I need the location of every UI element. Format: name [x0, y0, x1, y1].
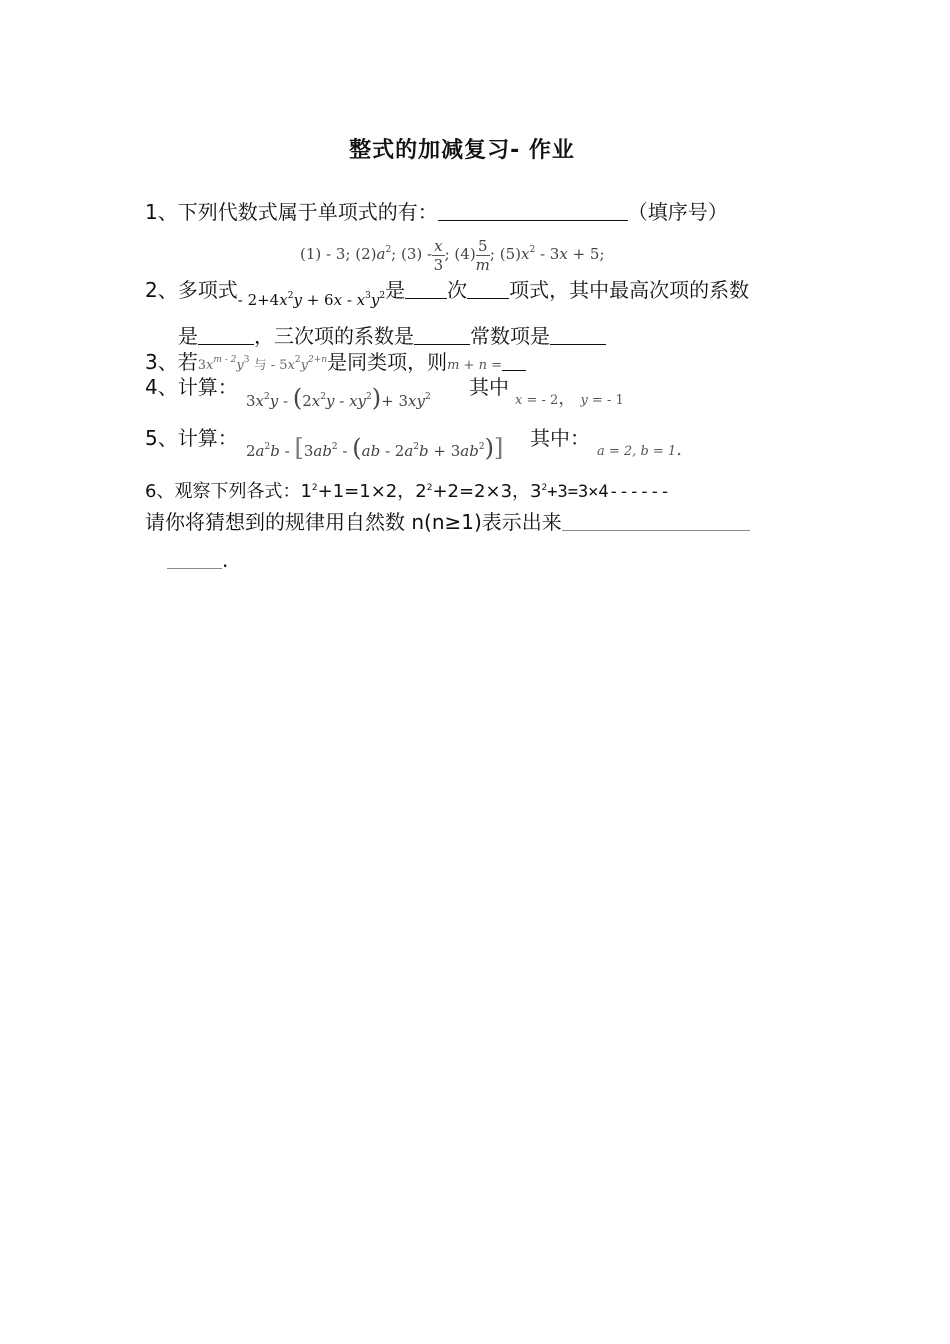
sum-expression: m + n =	[447, 358, 502, 373]
option-3: (3) - $\frac{x}{3}$ ;	[401, 236, 450, 274]
rule-blank[interactable]	[562, 510, 750, 531]
answer-blank[interactable]	[438, 200, 628, 221]
question-4: 4、计算：	[145, 375, 238, 399]
question-5: 5、计算：	[145, 426, 238, 450]
polynomial: - 2+4x2y + 6x - x3y2	[237, 291, 386, 309]
question-5-condition: a = 2, b = 1.	[597, 439, 682, 460]
question-5-expression: $2a^2b - [3ab^2 - (ab - 2a^2b + 3ab^2)]$	[246, 434, 504, 462]
question-1-text: 1、下列代数式属于单项式的有：	[145, 200, 438, 224]
option-5: $(5)x^2 - 3x + 5$;	[499, 245, 605, 263]
constant-blank[interactable]	[550, 324, 606, 345]
cubic-coefficient-blank[interactable]	[414, 324, 470, 345]
terms-blank[interactable]	[467, 278, 509, 299]
question-6-line2: 请你将猜想到的规律用自然数 n(n≥1)表示出来	[145, 510, 750, 534]
question-2-prefix: 2、多项式	[145, 278, 238, 302]
option-4: (4) $\frac{5}{m}$ ;	[454, 236, 495, 274]
page-title: 整式的加减复习- 作业	[349, 138, 575, 163]
question-4-expression: $3x^2y - (2x^2y - xy^2)+ 3xy^2$	[246, 384, 431, 412]
degree-blank[interactable]	[405, 278, 447, 299]
question-2: 2、多项式$_{- 2+4x^2y + 6x - x^3y^2}$是 次 项式，其中最高次项的系数	[145, 278, 750, 309]
rule-blank-continued[interactable]	[167, 548, 222, 569]
question-3: 3、若$3x^{m - 2}y^3$ 与 - $5x^2y^{2+n}$是同类项，则m + n =	[145, 348, 526, 378]
question-1	[145, 200, 728, 224]
question-2-line2: 是 ，三次项的系数是 常数项是	[178, 324, 606, 348]
question-5-where: 其中：	[530, 426, 590, 450]
question-1-suffix: （填序号）	[627, 200, 728, 224]
question-4-where: 其中	[469, 375, 509, 399]
coefficient-blank[interactable]	[198, 324, 254, 345]
question-6-line3: .	[167, 548, 228, 572]
question-6: 6、观察下列各式：$1^2+1=1\times 2$，$2^2+2=2\times 3$，$3^2+3=3\times 4------$	[145, 481, 671, 502]
option-1: (1) - 3;	[300, 245, 351, 263]
question-4-condition: x = - 2， y = - 1	[515, 388, 624, 409]
option-2: $(2)a^2$;	[355, 245, 397, 263]
question-1-options	[300, 228, 605, 272]
like-terms-expression: $3x^{m - 2}y^3$ 与 - $5x^2y^{2+n}$	[197, 355, 328, 373]
sum-blank[interactable]	[502, 350, 526, 371]
